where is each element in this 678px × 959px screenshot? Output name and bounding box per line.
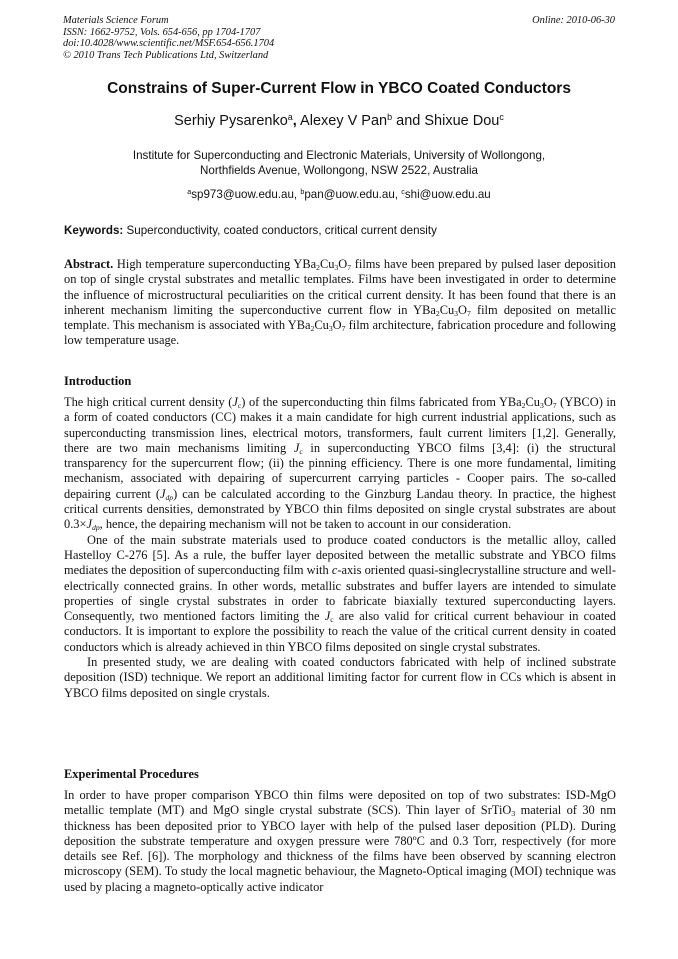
email-mark: c — [401, 187, 405, 197]
email-address: shi@uow.edu.au — [404, 188, 491, 201]
body-paragraph: In presented study, we are dealing with coated conductors fabricated with help of inclined substrate deposition (ISD) technique. We report an additional limiting factor for current flow in CCs which is absent in YBCO films deposited on single crystals. — [64, 655, 616, 700]
abstract-label: Abstract. — [64, 257, 114, 271]
body-text: ) can be calculated according to the Ginzburg Landau theory. In practice, the highest critical currents densities, demonstrated by YBCO thin films deposited on single crystal substrates are about 0.3× — [64, 486, 616, 532]
affiliation-line: Institute for Superconducting and Electronic Materials, University of Wollongong, — [132, 149, 546, 162]
abstract — [64, 257, 616, 349]
author-name: Alexey V Pan — [300, 113, 388, 129]
abstract-text: O — [338, 257, 348, 271]
journal-issn: ISSN: 1662-9752, Vols. 654-656, pp 1704-1707 — [63, 26, 261, 38]
email-mark: a — [187, 187, 192, 197]
subscript: 2 — [435, 308, 440, 318]
paper-title: Constrains of Super-Current Flow in YBCO Coated Conductors — [107, 80, 571, 97]
abstract-text: High temperature superconducting YBa — [116, 257, 317, 271]
keywords-label: Keywords: — [64, 224, 124, 237]
experimental-body — [64, 788, 616, 895]
author-name: Serhiy Pysarenko — [174, 113, 288, 129]
abstract-text: film deposited on metallic template. This mechanism is associated with YBa — [64, 302, 617, 333]
author-separator: , — [292, 113, 297, 129]
journal-copyright: © 2010 Trans Tech Publications Ltd, Switzerland — [63, 49, 269, 61]
affiliation-line: Northfields Avenue, Wollongong, NSW 2522, Australia — [200, 163, 478, 177]
body-text: In order to have proper comparison YBCO thin films were deposited on top of two substrates: ISD-MgO metallic template (MT) and MgO single crystal substrate (SCS). Thin layer of SrTiO — [64, 788, 616, 818]
body-paragraph — [64, 395, 616, 533]
body-text: Cu — [525, 395, 540, 409]
body-text: ) of the superconducting thin films fabricated from YBa — [241, 395, 522, 409]
author-mark: c — [499, 112, 504, 123]
body-text: material of 30 nm thickness has been deposited prior to YBCO layer with help of the pulsed laser deposition (PLD). During deposition the substrate temperature and oxygen pressure were 780ºC and 0.3 Torr, respectively (for more details see Ref. [6]). The morphology and thickness of the films have been observed by scanning electron microscopy (SEM). To study the local magnetic behaviour, the Magneto-Optical imaging (MOI) technique was used by placing a magneto-optically active indicator — [64, 803, 616, 894]
body-text: The high critical current density ( — [64, 395, 233, 409]
subscript: 3 — [454, 308, 458, 318]
subscript: 3 — [328, 324, 333, 334]
body-paragraph — [64, 533, 616, 655]
subscript: 2 — [521, 400, 526, 410]
subscript: c — [237, 400, 242, 410]
body-paragraph — [64, 788, 616, 895]
body-text: in superconducting YBCO films [3,4]: (i) the structural transparency for the supercurrent flow; (ii) the pinning efficiency. There is one more fundamental, limiting mechanism, associated with depairing of supercurrent carrying particles - Cooper pairs. The so-called depairing current ( — [64, 440, 616, 501]
abstract-text: Cu — [319, 257, 335, 271]
author-mark: a — [287, 112, 293, 123]
email-address: pan@uow.edu.au — [304, 188, 395, 201]
symbol: J — [159, 486, 166, 501]
journal-header — [63, 15, 274, 61]
abstract-text: O — [332, 318, 342, 333]
abstract-text: O — [458, 302, 467, 317]
abstract-text: Cu — [314, 318, 329, 333]
subscript: 3 — [511, 809, 516, 819]
author-mark: b — [387, 112, 393, 123]
subscript: 7 — [466, 308, 471, 318]
section-heading-experimental: Experimental Procedures — [64, 767, 199, 781]
online-date: Online: 2010-06-30 — [532, 15, 615, 26]
author-emails: $^a$sp973@uow.edu.au, $^b$pan@uow.edu.au, $^c$shi@uow.edu.au — [187, 187, 491, 201]
abstract-paragraph — [64, 257, 616, 349]
body-text: One of the main substrate materials used to produce coated conductors is the metallic alloy, called Hastelloy C-276 [5]. As a rule, the buffer layer deposited between the metallic substrate and YBCO films mediates the deposition of superconducting film with — [64, 532, 616, 578]
journal-name: Materials Science Forum — [63, 15, 169, 26]
subscript: 2 — [310, 324, 315, 334]
abstract-text: film architecture, fabrication procedure and following low temperature usage. — [64, 318, 617, 348]
subscript: 2 — [316, 262, 320, 272]
subscript: 7 — [347, 262, 352, 272]
journal-doi: doi:10.4028/www.scientific.net/MSF.654-656.1704 — [63, 38, 275, 50]
section-heading-introduction: Introduction — [64, 374, 132, 388]
author-list — [0, 113, 678, 129]
author-name: Shixue Dou — [424, 113, 500, 129]
symbol: J — [293, 440, 300, 455]
abstract-text: Cu — [439, 302, 455, 317]
abstract-text: films have been prepared by pulsed laser deposition on top of single crystal substrates and metallic templates. Films have been investigated in order to determine the influence of microstructural peculiarities on the critical current density. It has been found that there is an inherent mechanism limiting the superconductive current flow in YBa — [64, 257, 616, 317]
body-text: -axis oriented quasi-singlecrystalline structure and well-electrically connected grains. In other words, metallic substrates and buffer layers are intended to simulate properties of single crystal substrates in order to fabricate biaxially textured superconducting layers. Consequently, two mentioned factors limiting the — [64, 563, 616, 624]
symbol: J — [324, 609, 331, 624]
symbol: J — [86, 517, 92, 532]
subscript: dp — [165, 492, 174, 502]
subscript: 3 — [539, 400, 544, 410]
email-address: sp973@uow.edu.au — [191, 188, 294, 201]
body-text: O — [543, 395, 553, 409]
subscript: 3 — [334, 262, 339, 272]
subscript: c — [299, 446, 303, 456]
body-text: are also valid for critical current behaviour in coated conductors. It is important to explore the possibility to reach the value of the critical current density in coated conductors which is already achieved in thin YBCO films deposited on single crystal substrates. — [64, 609, 616, 654]
symbol: c — [331, 563, 338, 578]
affiliation — [0, 149, 678, 178]
subscript: 7 — [341, 324, 346, 334]
symbol: J — [232, 395, 238, 409]
author-and: and — [396, 113, 421, 129]
keywords — [64, 224, 616, 237]
keywords-text: Superconductivity, coated conductors, critical current density — [126, 224, 437, 237]
body-text: (YBCO) in a form of coated conductors (CC) makes it a main candidate for high current industrial applications, such as superconducting transmission lines, electrical motors, transformers, fault current limiters [1,2]. Generally, there are two main mechanisms limiting — [64, 395, 616, 455]
subscript: 7 — [552, 400, 557, 410]
body-text: , hence, the depairing mechanism will not be taken to account in our consideration. — [99, 517, 512, 532]
email-mark: b — [300, 187, 305, 197]
subscript: dp — [91, 523, 100, 533]
introduction-body — [64, 395, 616, 701]
subscript: c — [330, 615, 334, 625]
